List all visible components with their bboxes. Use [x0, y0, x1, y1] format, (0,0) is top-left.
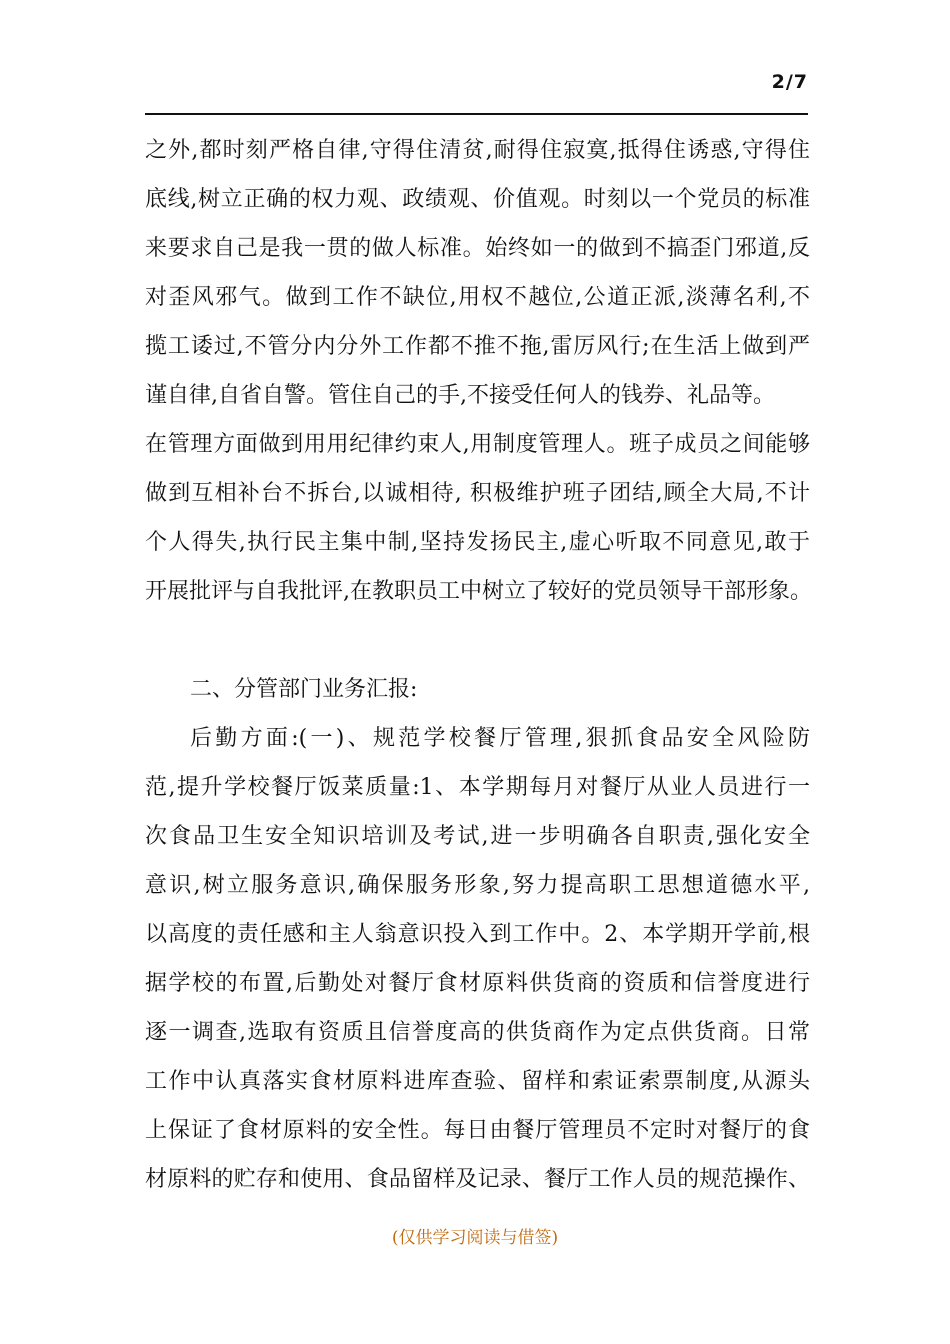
- text-line: 开展批评与自我批评,在教职员工中树立了较好的党员领导干部形象。: [145, 579, 812, 604]
- text-line: 在管理方面做到用用纪律约束人,用制度管理人。班子成员之间能够: [145, 432, 810, 457]
- text-line: 材原料的贮存和使用、食品留样及记录、餐厅工作人员的规范操作、: [145, 1167, 810, 1192]
- text-line: 之外,都时刻严格自律,守得住清贫,耐得住寂寞,抵得住诱惑,守得住: [145, 138, 810, 163]
- header-divider: [145, 113, 808, 115]
- text-line: 范,提升学校餐厅饭菜质量:1、本学期每月对餐厅从业人员进行一: [145, 775, 810, 800]
- text-line: 揽工诿过,不管分内分外工作都不推不拖,雷厉风行;在生活上做到严: [145, 334, 810, 359]
- section-heading: 二、分管部门业务汇报:: [190, 677, 418, 702]
- text-line: 做到互相补台不拆台,以诚相待, 积极维护班子团结,顾全大局,不计: [145, 481, 810, 506]
- footer-note: (仅供学习阅读与借签): [391, 1228, 559, 1248]
- text-line: 对歪风邪气。做到工作不缺位,用权不越位,公道正派,淡薄名利,不: [145, 285, 810, 310]
- text-line: 逐一调查,选取有资质且信誉度高的供货商作为定点供货商。日常: [145, 1020, 810, 1045]
- text-line: 谨自律,自省自警。管住自己的手,不接受任何人的钱券、礼品等。: [145, 383, 775, 408]
- text-line: 底线,树立正确的权力观、政绩观、价值观。时刻以一个党员的标准: [145, 187, 810, 212]
- text-line: 后勤方面:(一)、规范学校餐厅管理,狠抓食品安全风险防: [190, 726, 810, 751]
- text-line: 个人得失,执行民主集中制,坚持发扬民主,虚心听取不同意见,敢于: [145, 530, 810, 555]
- page-number: 2/7: [771, 71, 808, 93]
- text-line: 意识,树立服务意识,确保服务形象,努力提高职工思想道德水平,: [145, 873, 810, 898]
- text-line: 以高度的责任感和主人翁意识投入到工作中。2、本学期开学前,根: [145, 922, 810, 947]
- text-line: 上保证了食材原料的安全性。每日由餐厅管理员不定时对餐厅的食: [145, 1118, 810, 1143]
- text-line: 工作中认真落实食材原料进库查验、留样和索证索票制度,从源头: [145, 1069, 810, 1094]
- text-line: 据学校的布置,后勤处对餐厅食材原料供货商的资质和信誉度进行: [145, 971, 810, 996]
- text-line: 来要求自己是我一贯的做人标准。始终如一的做到不搞歪门邪道,反: [145, 236, 810, 261]
- text-line: 次食品卫生安全知识培训及考试,进一步明确各自职责,强化安全: [145, 824, 810, 849]
